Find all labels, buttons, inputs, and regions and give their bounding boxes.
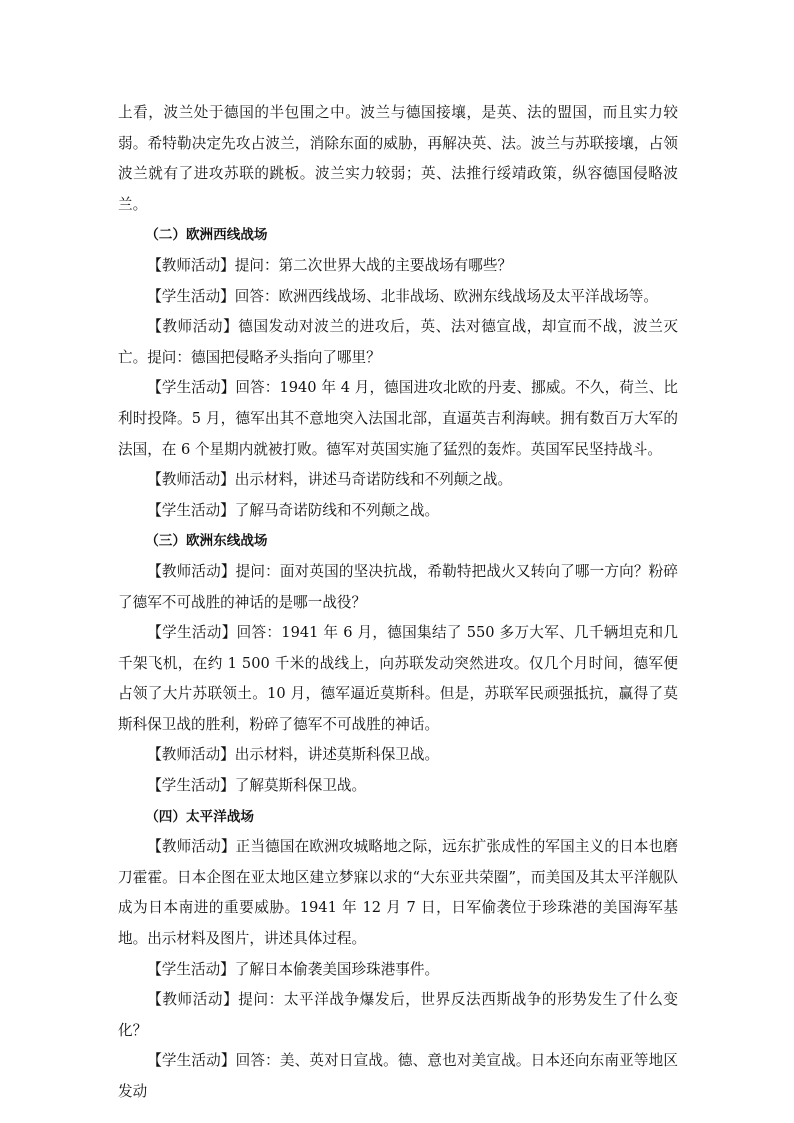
paragraph-student-moscow: 【学生活动】了解莫斯科保卫战。	[147, 777, 367, 795]
paragraph-poland-analysis: 上看，波兰处于德国的半包围之中。波兰与德国接壤，是英、法的盟国，而且实力较弱。希特勒决定先攻占波兰，消除东面的威胁，再解决英、法。波兰与苏联接壤，占领波兰就有了进攻苏联的跳板。波兰实力较弱；英、法推行绥靖政策，纵容德国侵略波兰。	[118, 104, 678, 213]
paragraph-student-answer-moscow: 【学生活动】回答：1941 年 6 月，德国集结了 550 多万大军、几千辆坦克和几千架飞机，在约 1 500 千米的战线上，向苏联发动突然进攻。仅几个月时间，德军便占领了大片苏联领土。10 月，德军逼近莫斯科。但是，苏联军民顽强抵抗，赢得了莫斯科保卫战的胜利，粉碎了德军不可战胜的神话。	[118, 624, 678, 733]
paragraph-student-pacific-answer: 【学生活动】回答：美、英对日宣战。德、意也对美宣战。日本还向东南亚等地区发动	[118, 1052, 678, 1100]
paragraph-teacher-moscow: 【教师活动】出示材料，讲述莫斯科保卫战。	[147, 746, 440, 764]
section-heading-pacific-front: （四）太平洋战场	[145, 808, 254, 825]
section-heading-eastern-front: （三）欧洲东线战场	[145, 533, 268, 550]
paragraph-student-answer-western-campaign: 【学生活动】回答：1940 年 4 月，德国进攻北欧的丹麦、挪威。不久，荷兰、比利时投降。5 月，德军出其不意地突入法国北部，直逼英吉利海峡。拥有数百万大军的法国，在 6 个星期内就被打败。德军对英国实施了猛烈的轰炸。英国军民坚持战斗。	[118, 379, 678, 458]
paragraph-teacher-pacific-question: 【教师活动】提问：太平洋战争爆发后，世界反法西斯战争的形势发生了什么变化？	[118, 991, 678, 1039]
paragraph-teacher-poland-invasion: 【教师活动】德国发动对波兰的进攻后，英、法对德宣战，却宣而不战，波兰灭亡。提问：德国把侵略矛头指向了哪里？	[118, 318, 678, 366]
paragraph-student-answer-battlefields: 【学生活动】回答：欧洲西线战场、北非战场、欧洲东线战场及太平洋战场等。	[147, 287, 658, 305]
section-heading-western-front: （二）欧洲西线战场	[145, 227, 268, 244]
paragraph-teacher-question-battlefields: 【教师活动】提问：第二次世界大战的主要战场有哪些？	[147, 256, 513, 274]
paragraph-teacher-pearl-harbor: 【教师活动】正当德国在欧洲攻城略地之际，远东扩张成性的军国主义的日本也磨刀霍霍。日本企图在亚太地区建立梦寐以求的“大东亚共荣圈”，而美国及其太平洋舰队成为日本南进的重要威胁。1941 年 12 月 7 日，日军偷袭位于珍珠港的美国海军基地。出示材料及图片，讲述具体过程。	[118, 838, 678, 948]
paragraph-teacher-maginot: 【教师活动】出示材料，讲述马奇诺防线和不列颠之战。	[147, 471, 513, 489]
document-body	[118, 98, 678, 1108]
paragraph-student-pearl-harbor: 【学生活动】了解日本偷袭美国珍珠港事件。	[147, 960, 440, 978]
paragraph-student-maginot: 【学生活动】了解马奇诺防线和不列颠之战。	[147, 501, 440, 519]
paragraph-teacher-eastern-question: 【教师活动】提问：面对英国的坚决抗战，希勒特把战火又转向了哪一方向？粉碎了德军不可战胜的神话的是哪一战役？	[118, 562, 678, 611]
